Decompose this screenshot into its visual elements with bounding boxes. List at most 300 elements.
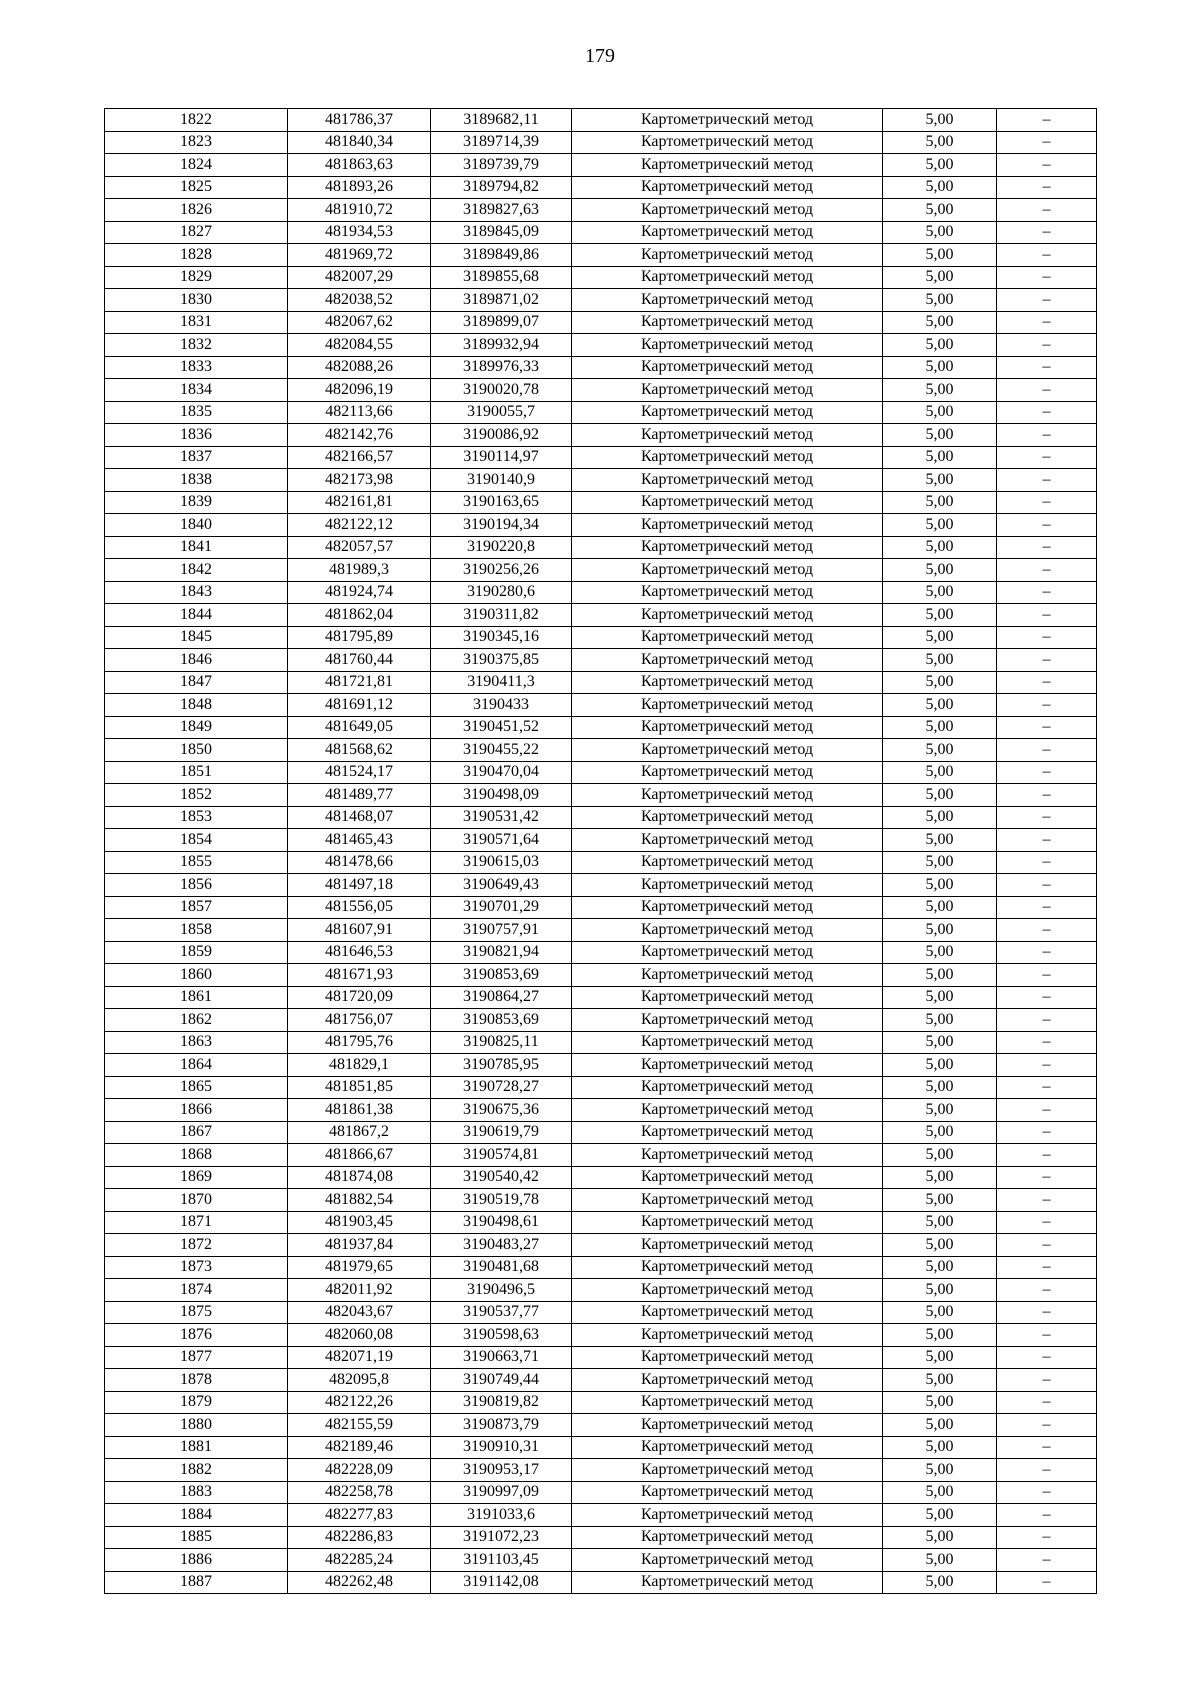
accuracy-cell: 5,00	[883, 401, 997, 424]
y-coordinate-cell: 3190280,6	[431, 581, 572, 604]
dash-cell: –	[997, 1099, 1097, 1122]
accuracy-cell: 5,00	[883, 109, 997, 132]
accuracy-cell: 5,00	[883, 581, 997, 604]
accuracy-cell: 5,00	[883, 941, 997, 964]
point-number-cell: 1848	[105, 694, 288, 717]
page-number: 179	[585, 45, 615, 67]
accuracy-cell: 5,00	[883, 806, 997, 829]
dash-cell: –	[997, 446, 1097, 469]
accuracy-cell: 5,00	[883, 1459, 997, 1482]
dash-cell: –	[997, 131, 1097, 154]
table-row	[105, 1414, 1097, 1437]
dash-cell: –	[997, 986, 1097, 1009]
x-coordinate-cell: 482155,59	[288, 1414, 431, 1437]
accuracy-cell: 5,00	[883, 244, 997, 267]
y-coordinate-cell: 3190598,63	[431, 1324, 572, 1347]
method-cell: Картометрический метод	[572, 1166, 883, 1189]
table-row	[105, 1256, 1097, 1279]
x-coordinate-cell: 481720,09	[288, 986, 431, 1009]
dash-cell: –	[997, 221, 1097, 244]
dash-cell: –	[997, 1459, 1097, 1482]
table-row	[105, 829, 1097, 852]
y-coordinate-cell: 3189827,63	[431, 199, 572, 222]
point-number-cell: 1836	[105, 424, 288, 447]
accuracy-cell: 5,00	[883, 176, 997, 199]
table-row	[105, 221, 1097, 244]
point-number-cell: 1879	[105, 1391, 288, 1414]
table-row	[105, 671, 1097, 694]
accuracy-cell: 5,00	[883, 311, 997, 334]
method-cell: Картометрический метод	[572, 851, 883, 874]
table-row	[105, 514, 1097, 537]
y-coordinate-cell: 3190470,04	[431, 761, 572, 784]
x-coordinate-cell: 482095,8	[288, 1369, 431, 1392]
method-cell: Картометрический метод	[572, 1009, 883, 1032]
x-coordinate-cell: 481924,74	[288, 581, 431, 604]
table-row	[105, 1369, 1097, 1392]
table-row	[105, 806, 1097, 829]
y-coordinate-cell: 3190864,27	[431, 986, 572, 1009]
x-coordinate-cell: 482166,57	[288, 446, 431, 469]
point-number-cell: 1853	[105, 806, 288, 829]
y-coordinate-cell: 3189682,11	[431, 109, 572, 132]
method-cell: Картометрический метод	[572, 1076, 883, 1099]
x-coordinate-cell: 481489,77	[288, 784, 431, 807]
method-cell: Картометрический метод	[572, 1391, 883, 1414]
y-coordinate-cell: 3189932,94	[431, 334, 572, 357]
point-number-cell: 1887	[105, 1571, 288, 1594]
method-cell: Картометрический метод	[572, 536, 883, 559]
accuracy-cell: 5,00	[883, 1369, 997, 1392]
y-coordinate-cell: 3190853,69	[431, 964, 572, 987]
accuracy-cell: 5,00	[883, 491, 997, 514]
x-coordinate-cell: 481478,66	[288, 851, 431, 874]
method-cell: Картометрический метод	[572, 1369, 883, 1392]
x-coordinate-cell: 481903,45	[288, 1211, 431, 1234]
table-row	[105, 1481, 1097, 1504]
dash-cell: –	[997, 1144, 1097, 1167]
accuracy-cell: 5,00	[883, 1211, 997, 1234]
x-coordinate-cell: 481524,17	[288, 761, 431, 784]
table-row	[105, 941, 1097, 964]
x-coordinate-cell: 481934,53	[288, 221, 431, 244]
method-cell: Картометрический метод	[572, 649, 883, 672]
x-coordinate-cell: 481840,34	[288, 131, 431, 154]
x-coordinate-cell: 481786,37	[288, 109, 431, 132]
x-coordinate-cell: 481969,72	[288, 244, 431, 267]
dash-cell: –	[997, 739, 1097, 762]
accuracy-cell: 5,00	[883, 1436, 997, 1459]
point-number-cell: 1885	[105, 1526, 288, 1549]
y-coordinate-cell: 3190055,7	[431, 401, 572, 424]
dash-cell: –	[997, 1211, 1097, 1234]
method-cell: Картометрический метод	[572, 1414, 883, 1437]
table-row	[105, 1571, 1097, 1594]
accuracy-cell: 5,00	[883, 131, 997, 154]
method-cell: Картометрический метод	[572, 806, 883, 829]
method-cell: Картометрический метод	[572, 1301, 883, 1324]
x-coordinate-cell: 482096,19	[288, 379, 431, 402]
method-cell: Картометрический метод	[572, 1481, 883, 1504]
dash-cell: –	[997, 1189, 1097, 1212]
y-coordinate-cell: 3190375,85	[431, 649, 572, 672]
point-number-cell: 1878	[105, 1369, 288, 1392]
table-row	[105, 536, 1097, 559]
table-row	[105, 289, 1097, 312]
table-row	[105, 1076, 1097, 1099]
method-cell: Картометрический метод	[572, 626, 883, 649]
accuracy-cell: 5,00	[883, 1099, 997, 1122]
dash-cell: –	[997, 1504, 1097, 1527]
dash-cell: –	[997, 356, 1097, 379]
x-coordinate-cell: 481649,05	[288, 716, 431, 739]
accuracy-cell: 5,00	[883, 1504, 997, 1527]
point-number-cell: 1867	[105, 1121, 288, 1144]
x-coordinate-cell: 481874,08	[288, 1166, 431, 1189]
accuracy-cell: 5,00	[883, 784, 997, 807]
table-row	[105, 1346, 1097, 1369]
table-row	[105, 1054, 1097, 1077]
point-number-cell: 1849	[105, 716, 288, 739]
y-coordinate-cell: 3190140,9	[431, 469, 572, 492]
point-number-cell: 1828	[105, 244, 288, 267]
x-coordinate-cell: 482258,78	[288, 1481, 431, 1504]
y-coordinate-cell: 3190701,29	[431, 896, 572, 919]
accuracy-cell: 5,00	[883, 514, 997, 537]
y-coordinate-cell: 3190873,79	[431, 1414, 572, 1437]
y-coordinate-cell: 3189849,86	[431, 244, 572, 267]
method-cell: Картометрический метод	[572, 221, 883, 244]
dash-cell: –	[997, 491, 1097, 514]
point-number-cell: 1850	[105, 739, 288, 762]
method-cell: Картометрический метод	[572, 829, 883, 852]
x-coordinate-cell: 481979,65	[288, 1256, 431, 1279]
x-coordinate-cell: 482173,98	[288, 469, 431, 492]
table-row	[105, 1279, 1097, 1302]
point-number-cell: 1840	[105, 514, 288, 537]
dash-cell: –	[997, 851, 1097, 874]
dash-cell: –	[997, 334, 1097, 357]
table-row	[105, 716, 1097, 739]
y-coordinate-cell: 3191072,23	[431, 1526, 572, 1549]
x-coordinate-cell: 482262,48	[288, 1571, 431, 1594]
x-coordinate-cell: 481556,05	[288, 896, 431, 919]
y-coordinate-cell: 3190953,17	[431, 1459, 572, 1482]
y-coordinate-cell: 3190498,61	[431, 1211, 572, 1234]
accuracy-cell: 5,00	[883, 716, 997, 739]
accuracy-cell: 5,00	[883, 379, 997, 402]
point-number-cell: 1852	[105, 784, 288, 807]
accuracy-cell: 5,00	[883, 919, 997, 942]
point-number-cell: 1825	[105, 176, 288, 199]
dash-cell: –	[997, 1526, 1097, 1549]
y-coordinate-cell: 3190114,97	[431, 446, 572, 469]
y-coordinate-cell: 3190819,82	[431, 1391, 572, 1414]
dash-cell: –	[997, 761, 1097, 784]
method-cell: Картометрический метод	[572, 1031, 883, 1054]
accuracy-cell: 5,00	[883, 1166, 997, 1189]
table-row	[105, 469, 1097, 492]
method-cell: Картометрический метод	[572, 514, 883, 537]
y-coordinate-cell: 3190537,77	[431, 1301, 572, 1324]
table-row	[105, 604, 1097, 627]
dash-cell: –	[997, 694, 1097, 717]
dash-cell: –	[997, 1391, 1097, 1414]
dash-cell: –	[997, 1346, 1097, 1369]
point-number-cell: 1826	[105, 199, 288, 222]
dash-cell: –	[997, 829, 1097, 852]
x-coordinate-cell: 481795,76	[288, 1031, 431, 1054]
x-coordinate-cell: 482011,92	[288, 1279, 431, 1302]
table-row	[105, 491, 1097, 514]
method-cell: Картометрический метод	[572, 356, 883, 379]
accuracy-cell: 5,00	[883, 266, 997, 289]
x-coordinate-cell: 481863,63	[288, 154, 431, 177]
dash-cell: –	[997, 1009, 1097, 1032]
table-row	[105, 154, 1097, 177]
point-number-cell: 1838	[105, 469, 288, 492]
method-cell: Картометрический метод	[572, 334, 883, 357]
method-cell: Картометрический метод	[572, 1324, 883, 1347]
dash-cell: –	[997, 649, 1097, 672]
table-row	[105, 1504, 1097, 1527]
y-coordinate-cell: 3190481,68	[431, 1256, 572, 1279]
x-coordinate-cell: 482084,55	[288, 334, 431, 357]
accuracy-cell: 5,00	[883, 446, 997, 469]
table-row	[105, 1099, 1097, 1122]
method-cell: Картометрический метод	[572, 986, 883, 1009]
x-coordinate-cell: 482161,81	[288, 491, 431, 514]
dash-cell: –	[997, 266, 1097, 289]
method-cell: Картометрический метод	[572, 244, 883, 267]
y-coordinate-cell: 3190663,71	[431, 1346, 572, 1369]
y-coordinate-cell: 3189739,79	[431, 154, 572, 177]
y-coordinate-cell: 3190675,36	[431, 1099, 572, 1122]
y-coordinate-cell: 3190411,3	[431, 671, 572, 694]
table-row	[105, 1391, 1097, 1414]
point-number-cell: 1868	[105, 1144, 288, 1167]
table-row	[105, 131, 1097, 154]
table-row	[105, 761, 1097, 784]
method-cell: Картометрический метод	[572, 424, 883, 447]
dash-cell: –	[997, 1054, 1097, 1077]
y-coordinate-cell: 3190451,52	[431, 716, 572, 739]
point-number-cell: 1841	[105, 536, 288, 559]
dash-cell: –	[997, 1436, 1097, 1459]
y-coordinate-cell: 3190086,92	[431, 424, 572, 447]
dash-cell: –	[997, 806, 1097, 829]
method-cell: Картометрический метод	[572, 266, 883, 289]
x-coordinate-cell: 481691,12	[288, 694, 431, 717]
y-coordinate-cell: 3190220,8	[431, 536, 572, 559]
x-coordinate-cell: 481882,54	[288, 1189, 431, 1212]
point-number-cell: 1883	[105, 1481, 288, 1504]
accuracy-cell: 5,00	[883, 874, 997, 897]
method-cell: Картометрический метод	[572, 401, 883, 424]
point-number-cell: 1859	[105, 941, 288, 964]
method-cell: Картометрический метод	[572, 1526, 883, 1549]
accuracy-cell: 5,00	[883, 154, 997, 177]
table-row	[105, 919, 1097, 942]
accuracy-cell: 5,00	[883, 626, 997, 649]
y-coordinate-cell: 3190619,79	[431, 1121, 572, 1144]
dash-cell: –	[997, 581, 1097, 604]
point-number-cell: 1830	[105, 289, 288, 312]
accuracy-cell: 5,00	[883, 671, 997, 694]
table-row	[105, 424, 1097, 447]
point-number-cell: 1871	[105, 1211, 288, 1234]
x-coordinate-cell: 481862,04	[288, 604, 431, 627]
table-row	[105, 401, 1097, 424]
point-number-cell: 1835	[105, 401, 288, 424]
table-row	[105, 334, 1097, 357]
dash-cell: –	[997, 626, 1097, 649]
x-coordinate-cell: 482189,46	[288, 1436, 431, 1459]
method-cell: Картометрический метод	[572, 896, 883, 919]
dash-cell: –	[997, 941, 1097, 964]
x-coordinate-cell: 481568,62	[288, 739, 431, 762]
point-number-cell: 1843	[105, 581, 288, 604]
table-row	[105, 784, 1097, 807]
table-row	[105, 244, 1097, 267]
y-coordinate-cell: 3190785,95	[431, 1054, 572, 1077]
table-row	[105, 311, 1097, 334]
y-coordinate-cell: 3190540,42	[431, 1166, 572, 1189]
table-row	[105, 1211, 1097, 1234]
point-number-cell: 1875	[105, 1301, 288, 1324]
accuracy-cell: 5,00	[883, 1324, 997, 1347]
x-coordinate-cell: 481721,81	[288, 671, 431, 694]
table-row	[105, 1526, 1097, 1549]
point-number-cell: 1856	[105, 874, 288, 897]
dash-cell: –	[997, 1234, 1097, 1257]
dash-cell: –	[997, 1481, 1097, 1504]
y-coordinate-cell: 3189899,07	[431, 311, 572, 334]
x-coordinate-cell: 481861,38	[288, 1099, 431, 1122]
y-coordinate-cell: 3190496,5	[431, 1279, 572, 1302]
y-coordinate-cell: 3190163,65	[431, 491, 572, 514]
accuracy-cell: 5,00	[883, 739, 997, 762]
accuracy-cell: 5,00	[883, 469, 997, 492]
method-cell: Картометрический метод	[572, 604, 883, 627]
y-coordinate-cell: 3191033,6	[431, 1504, 572, 1527]
x-coordinate-cell: 481989,3	[288, 559, 431, 582]
method-cell: Картометрический метод	[572, 199, 883, 222]
point-number-cell: 1847	[105, 671, 288, 694]
dash-cell: –	[997, 1414, 1097, 1437]
method-cell: Картометрический метод	[572, 1054, 883, 1077]
method-cell: Картометрический метод	[572, 1504, 883, 1527]
dash-cell: –	[997, 1166, 1097, 1189]
table-row	[105, 739, 1097, 762]
y-coordinate-cell: 3189976,33	[431, 356, 572, 379]
x-coordinate-cell: 481829,1	[288, 1054, 431, 1077]
dash-cell: –	[997, 176, 1097, 199]
table-row	[105, 109, 1097, 132]
y-coordinate-cell: 3190256,26	[431, 559, 572, 582]
method-cell: Картометрический метод	[572, 1121, 883, 1144]
table-row	[105, 851, 1097, 874]
dash-cell: –	[997, 874, 1097, 897]
accuracy-cell: 5,00	[883, 1346, 997, 1369]
dash-cell: –	[997, 1549, 1097, 1572]
point-number-cell: 1837	[105, 446, 288, 469]
y-coordinate-cell: 3190020,78	[431, 379, 572, 402]
point-number-cell: 1857	[105, 896, 288, 919]
point-number-cell: 1827	[105, 221, 288, 244]
table-row	[105, 986, 1097, 1009]
point-number-cell: 1860	[105, 964, 288, 987]
method-cell: Картометрический метод	[572, 1279, 883, 1302]
method-cell: Картометрический метод	[572, 176, 883, 199]
point-number-cell: 1832	[105, 334, 288, 357]
method-cell: Картометрический метод	[572, 1234, 883, 1257]
y-coordinate-cell: 3190498,09	[431, 784, 572, 807]
point-number-cell: 1824	[105, 154, 288, 177]
y-coordinate-cell: 3190531,42	[431, 806, 572, 829]
dash-cell: –	[997, 379, 1097, 402]
point-number-cell: 1845	[105, 626, 288, 649]
y-coordinate-cell: 3190519,78	[431, 1189, 572, 1212]
accuracy-cell: 5,00	[883, 334, 997, 357]
point-number-cell: 1872	[105, 1234, 288, 1257]
method-cell: Картометрический метод	[572, 919, 883, 942]
y-coordinate-cell: 3189845,09	[431, 221, 572, 244]
accuracy-cell: 5,00	[883, 1256, 997, 1279]
x-coordinate-cell: 481760,44	[288, 649, 431, 672]
table-row	[105, 446, 1097, 469]
point-number-cell: 1862	[105, 1009, 288, 1032]
table-row	[105, 626, 1097, 649]
point-number-cell: 1839	[105, 491, 288, 514]
dash-cell: –	[997, 671, 1097, 694]
dash-cell: –	[997, 244, 1097, 267]
y-coordinate-cell: 3190615,03	[431, 851, 572, 874]
table-row	[105, 1009, 1097, 1032]
x-coordinate-cell: 482060,08	[288, 1324, 431, 1347]
accuracy-cell: 5,00	[883, 1189, 997, 1212]
y-coordinate-cell: 3190483,27	[431, 1234, 572, 1257]
accuracy-cell: 5,00	[883, 604, 997, 627]
dash-cell: –	[997, 514, 1097, 537]
point-number-cell: 1880	[105, 1414, 288, 1437]
y-coordinate-cell: 3190749,44	[431, 1369, 572, 1392]
accuracy-cell: 5,00	[883, 1526, 997, 1549]
dash-cell: –	[997, 1369, 1097, 1392]
point-number-cell: 1870	[105, 1189, 288, 1212]
method-cell: Картометрический метод	[572, 311, 883, 334]
method-cell: Картометрический метод	[572, 154, 883, 177]
y-coordinate-cell: 3190649,43	[431, 874, 572, 897]
point-number-cell: 1877	[105, 1346, 288, 1369]
dash-cell: –	[997, 604, 1097, 627]
table-row	[105, 1549, 1097, 1572]
method-cell: Картометрический метод	[572, 739, 883, 762]
table-row	[105, 964, 1097, 987]
accuracy-cell: 5,00	[883, 1279, 997, 1302]
dash-cell: –	[997, 469, 1097, 492]
x-coordinate-cell: 481646,53	[288, 941, 431, 964]
dash-cell: –	[997, 401, 1097, 424]
accuracy-cell: 5,00	[883, 199, 997, 222]
dash-cell: –	[997, 109, 1097, 132]
dash-cell: –	[997, 1256, 1097, 1279]
y-coordinate-cell: 3189871,02	[431, 289, 572, 312]
method-cell: Картометрический метод	[572, 1144, 883, 1167]
dash-cell: –	[997, 199, 1097, 222]
x-coordinate-cell: 481497,18	[288, 874, 431, 897]
point-number-cell: 1864	[105, 1054, 288, 1077]
